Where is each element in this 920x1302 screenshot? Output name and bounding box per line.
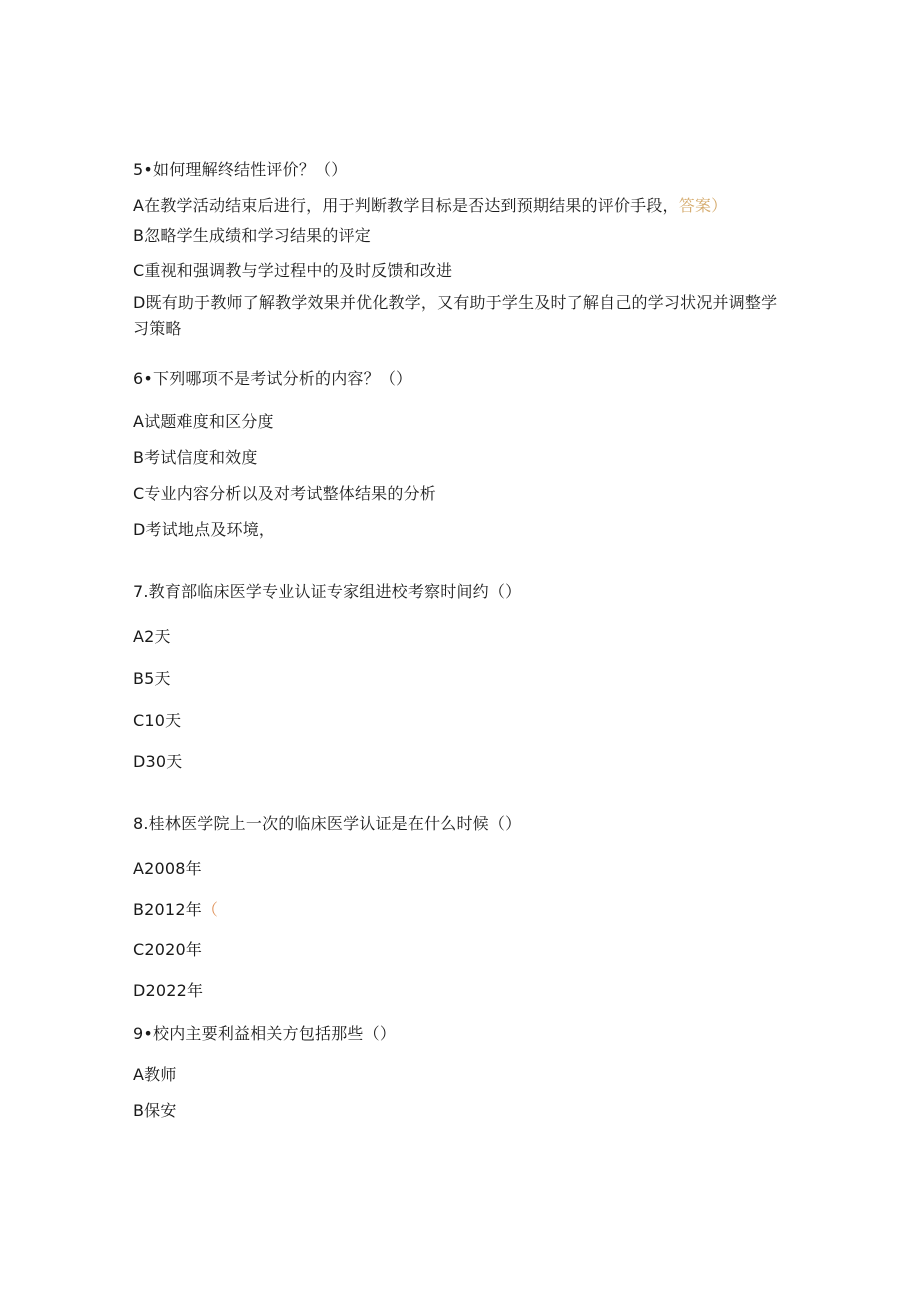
question-7-stem: 7.教育部临床医学专业认证专家组进校考察时间约（）	[133, 582, 522, 601]
question-8-option-d: D2022年	[133, 981, 204, 1000]
question-6-option-d: D考试地点及环境，	[133, 520, 276, 539]
question-7-option-c: C10天	[133, 711, 182, 730]
option-text: B2012年	[133, 900, 202, 919]
question-6-option-a: A试题难度和区分度	[133, 412, 274, 431]
question-8-option-c: C2020年	[133, 940, 203, 959]
question-5-stem: 5•如何理解终结性评价？（）	[133, 160, 348, 179]
question-9-stem: 9•校内主要利益相关方包括那些（）	[133, 1024, 397, 1043]
question-8-option-b	[133, 900, 218, 920]
question-9-option-a: A教师	[133, 1065, 177, 1084]
question-5-option-c: C重视和强调教与学过程中的及时反馈和改进	[133, 261, 453, 280]
question-5-option-b: B忽略学生成绩和学习结果的评定	[133, 226, 371, 245]
answer-note: 答案）	[678, 196, 728, 215]
question-7-option-b: B5天	[133, 669, 171, 688]
question-9-option-b: B保安	[133, 1101, 177, 1120]
question-5-option-a	[133, 196, 727, 216]
question-8-stem: 8.桂林医学院上一次的临床医学认证是在什么时候（）	[133, 814, 522, 833]
question-6-option-b: B考试信度和效度	[133, 448, 258, 467]
stray-mark: （	[201, 900, 219, 919]
question-7-option-a: A2天	[133, 627, 171, 646]
question-7-option-d: D30天	[133, 752, 183, 771]
question-8-option-a: A2008年	[133, 859, 202, 878]
question-6-option-c: C专业内容分析以及对考试整体结果的分析	[133, 484, 436, 503]
question-6-stem: 6•下列哪项不是考试分析的内容？（）	[133, 369, 413, 388]
question-5-option-d: D既有助于教师了解教学效果并优化教学，又有助于学生及时了解自己的学习状况并调整学习策略	[133, 293, 778, 338]
option-text: A在教学活动结束后进行，用于判断教学目标是否达到预期结果的评价手段，	[133, 196, 679, 215]
